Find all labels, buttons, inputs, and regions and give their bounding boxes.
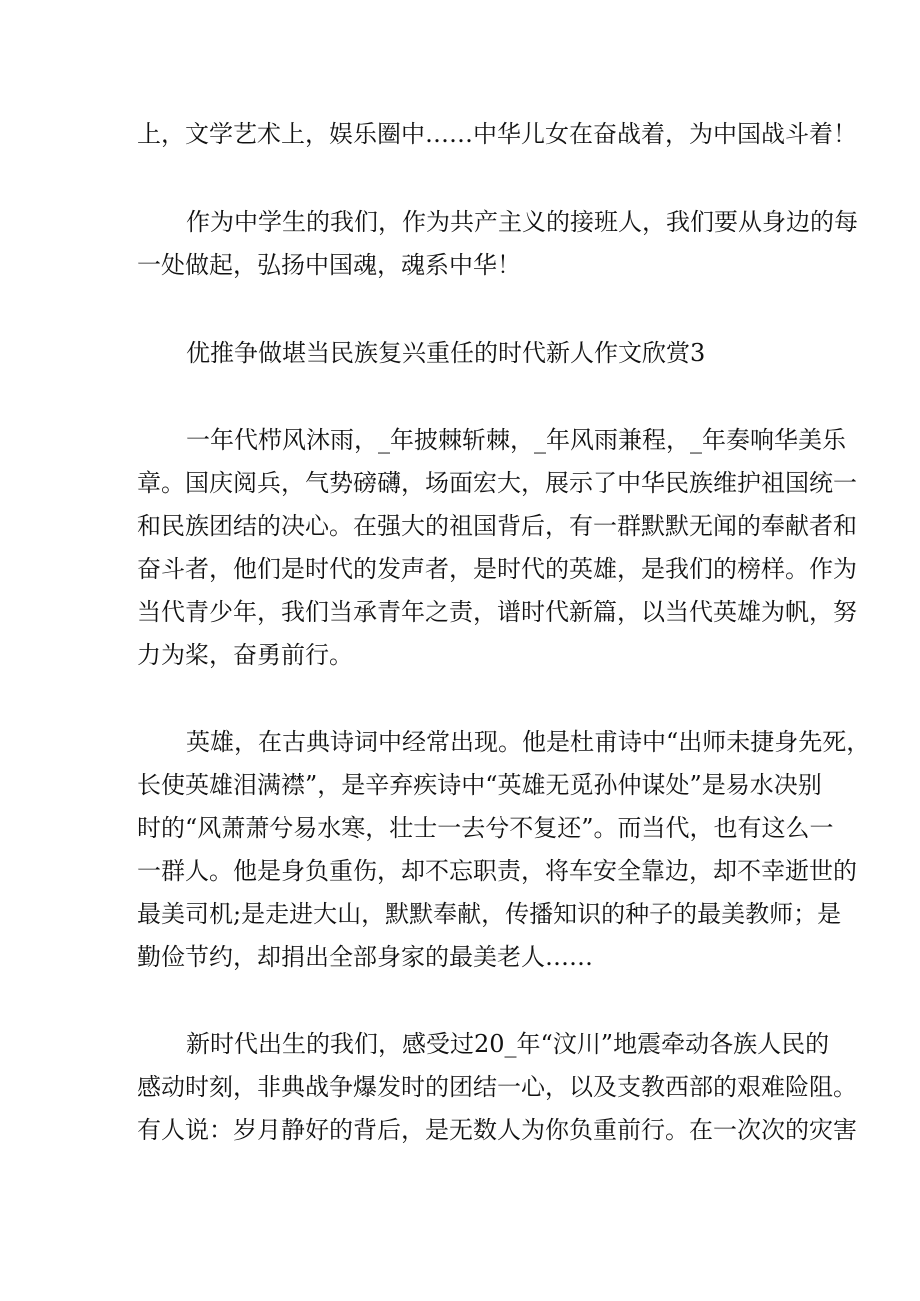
text-line: 有人说：岁月静好的背后，是无数人为你负重前行。在一次次的灾害 [137, 1116, 857, 1144]
text-line: 最美司机;是走进大山，默默奉献，传播知识的种子的最美教师；是 [137, 900, 842, 928]
text-line: 奋斗者，他们是时代的发声者，是时代的英雄，是我们的榜样。作为 [137, 555, 857, 583]
text-line: 上，文学艺术上，娱乐圈中……中华儿女在奋战着，为中国战斗着！ [137, 120, 857, 148]
text-line: 英雄，在古典诗词中经常出现。他是杜甫诗中“出师未捷身先死， [186, 728, 871, 756]
text-line: 时的“风萧萧兮易水寒，壮士一去兮不复还”。而当代，也有这么一 [137, 814, 834, 842]
text-line: 感动时刻，非典战争爆发时的团结一心，以及支教西部的艰难险阻。 [137, 1073, 857, 1101]
text-line: 一年代栉风沐雨，_年披棘斩棘，_年风雨兼程，_年奏响华美乐 [186, 426, 846, 454]
text-line: 章。国庆阅兵，气势磅礴，场面宏大，展示了中华民族维护祖国统一 [137, 469, 857, 497]
text-line: 一群人。他是身负重伤，却不忘职责，将车安全靠边，却不幸逝世的 [137, 857, 857, 885]
text-line: 长使英雄泪满襟”，是辛弃疾诗中“英雄无觅孙仲谋处”是易水决别 [137, 771, 822, 799]
text-line: 勤俭节约，却捐出全部身家的最美老人…… [137, 943, 593, 971]
text-line: 新时代出生的我们，感受过20_年“汶川”地震牵动各族人民的 [186, 1030, 830, 1058]
text-line: 力为桨，奋勇前行。 [137, 641, 353, 669]
text-line: 当代青少年，我们当承青年之责，谱时代新篇，以当代英雄为帆，努 [137, 598, 857, 626]
text-line: 作为中学生的我们，作为共产主义的接班人，我们要从身边的每 [186, 208, 858, 236]
section-heading: 优推争做堪当民族复兴重任的时代新人作文欣赏3 [186, 339, 706, 367]
text-line: 和民族团结的决心。在强大的祖国背后，有一群默默无闻的奉献者和 [137, 512, 857, 540]
text-line: 一处做起，弘扬中国魂，魂系中华！ [137, 251, 521, 279]
